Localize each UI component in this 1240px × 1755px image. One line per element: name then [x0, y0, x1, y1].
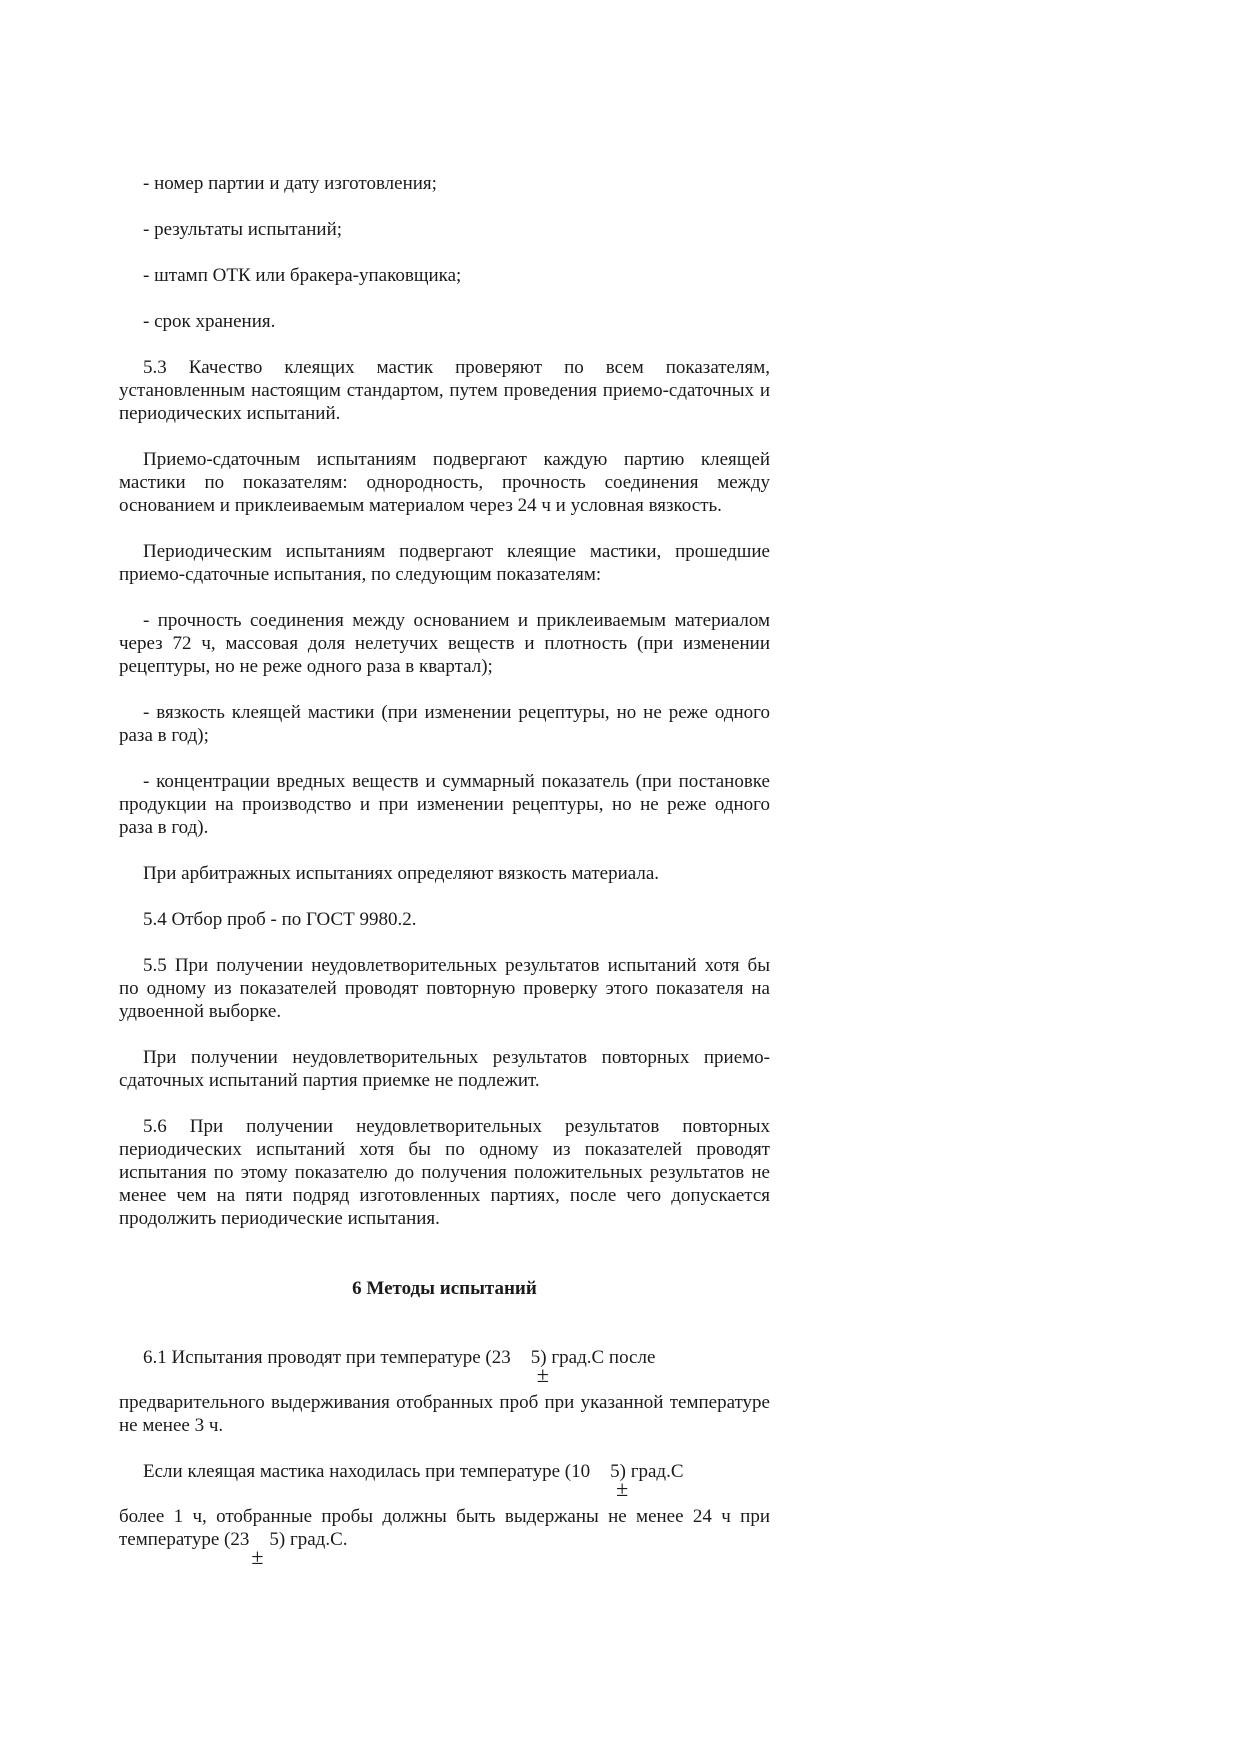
- list-item: - штамп ОТК или бракера-упаковщика;: [143, 265, 462, 286]
- paragraph-harmful-substances: - концентрации вредных веществ и суммарный показатель (при постановке продукции на производство и при изменении рецептуры, но не реже одного раза в год).: [119, 771, 770, 838]
- plus-minus-symbol: [249, 1528, 269, 1569]
- text-run: 5) град.С.: [269, 1529, 348, 1550]
- paragraph-5-6: 5.6 При получении неудовлетворительных результатов повторных периодических испытаний хотя бы по одному из показателей проводят испытания по этому показателю до получения положительных результатов не менее чем на пяти подряд изготовленных партиях, после чего допускается продолжить периодические испытания.: [119, 1116, 770, 1229]
- list-item: - результаты испытаний;: [143, 219, 343, 240]
- paragraph-strength: - прочность соединения между основанием и приклеиваемым материалом через 72 ч, массовая доля нелетучих веществ и плотность (при изменении рецептуры, но не реже одного раза в квартал);: [119, 610, 770, 677]
- paragraph-condition: [119, 1460, 770, 1501]
- plus-minus-glyph: ±: [536, 1362, 549, 1387]
- list-item: - номер партии и дату изготовления;: [143, 173, 437, 194]
- paragraph-condition-continued: [119, 1505, 770, 1569]
- paragraph-6-1: [119, 1346, 770, 1387]
- paragraph-repeat-tests: При получении неудовлетворительных результатов повторных приемо-сдаточных испытаний партия приемке не подлежит.: [119, 1047, 770, 1091]
- paragraph-5-4: 5.4 Отбор проб - по ГОСТ 9980.2.: [143, 909, 417, 930]
- text-run: более 1 ч, отобранные пробы должны быть выдержаны не менее 24 ч при температуре (23: [119, 1506, 770, 1550]
- paragraph-periodic-tests: Периодическим испытаниям подвергают клеящие мастики, прошедшие приемо-сдаточные испытания, по следующим показателям:: [119, 541, 770, 585]
- plus-minus-glyph: ±: [616, 1476, 629, 1501]
- document-body: [119, 172, 770, 1574]
- plus-minus-symbol: [511, 1346, 549, 1387]
- text-run: 5) град.С: [610, 1461, 684, 1482]
- plus-minus-glyph: ±: [251, 1544, 264, 1569]
- paragraph-acceptance-tests: Приемо-сдаточным испытаниям подвергают каждую партию клеящей мастики по показателям: однородность, прочность соединения между основанием и приклеиваемым материалом через 24 ч и условная вязкость.: [119, 449, 770, 516]
- list-item: - срок хранения.: [143, 311, 276, 332]
- section-heading: 6 Методы испытаний: [352, 1278, 537, 1299]
- text-run: 5) град.С после: [530, 1347, 656, 1368]
- paragraph-arbitration: При арбитражных испытаниях определяют вязкость материала.: [143, 863, 660, 884]
- paragraph-5-3: 5.3 Качество клеящих мастик проверяют по всем показателям, установленным настоящим стандартом, путем проведения приемо-сдаточных и периодических испытаний.: [119, 357, 770, 424]
- text-run: Если клеящая мастика находилась при температуре (10: [143, 1461, 591, 1482]
- paragraph-viscosity: - вязкость клеящей мастики (при изменении рецептуры, но не реже одного раза в год);: [119, 702, 770, 746]
- text-run: 6.1 Испытания проводят при температуре (23: [143, 1347, 511, 1368]
- paragraph-6-1-continued: предварительного выдерживания отобранных проб при указанной температуре не менее 3 ч.: [119, 1392, 770, 1436]
- paragraph-5-5: 5.5 При получении неудовлетворительных результатов испытаний хотя бы по одному из показателей проводят повторную проверку этого показателя на удвоенной выборке.: [119, 955, 770, 1022]
- plus-minus-symbol: [590, 1460, 629, 1501]
